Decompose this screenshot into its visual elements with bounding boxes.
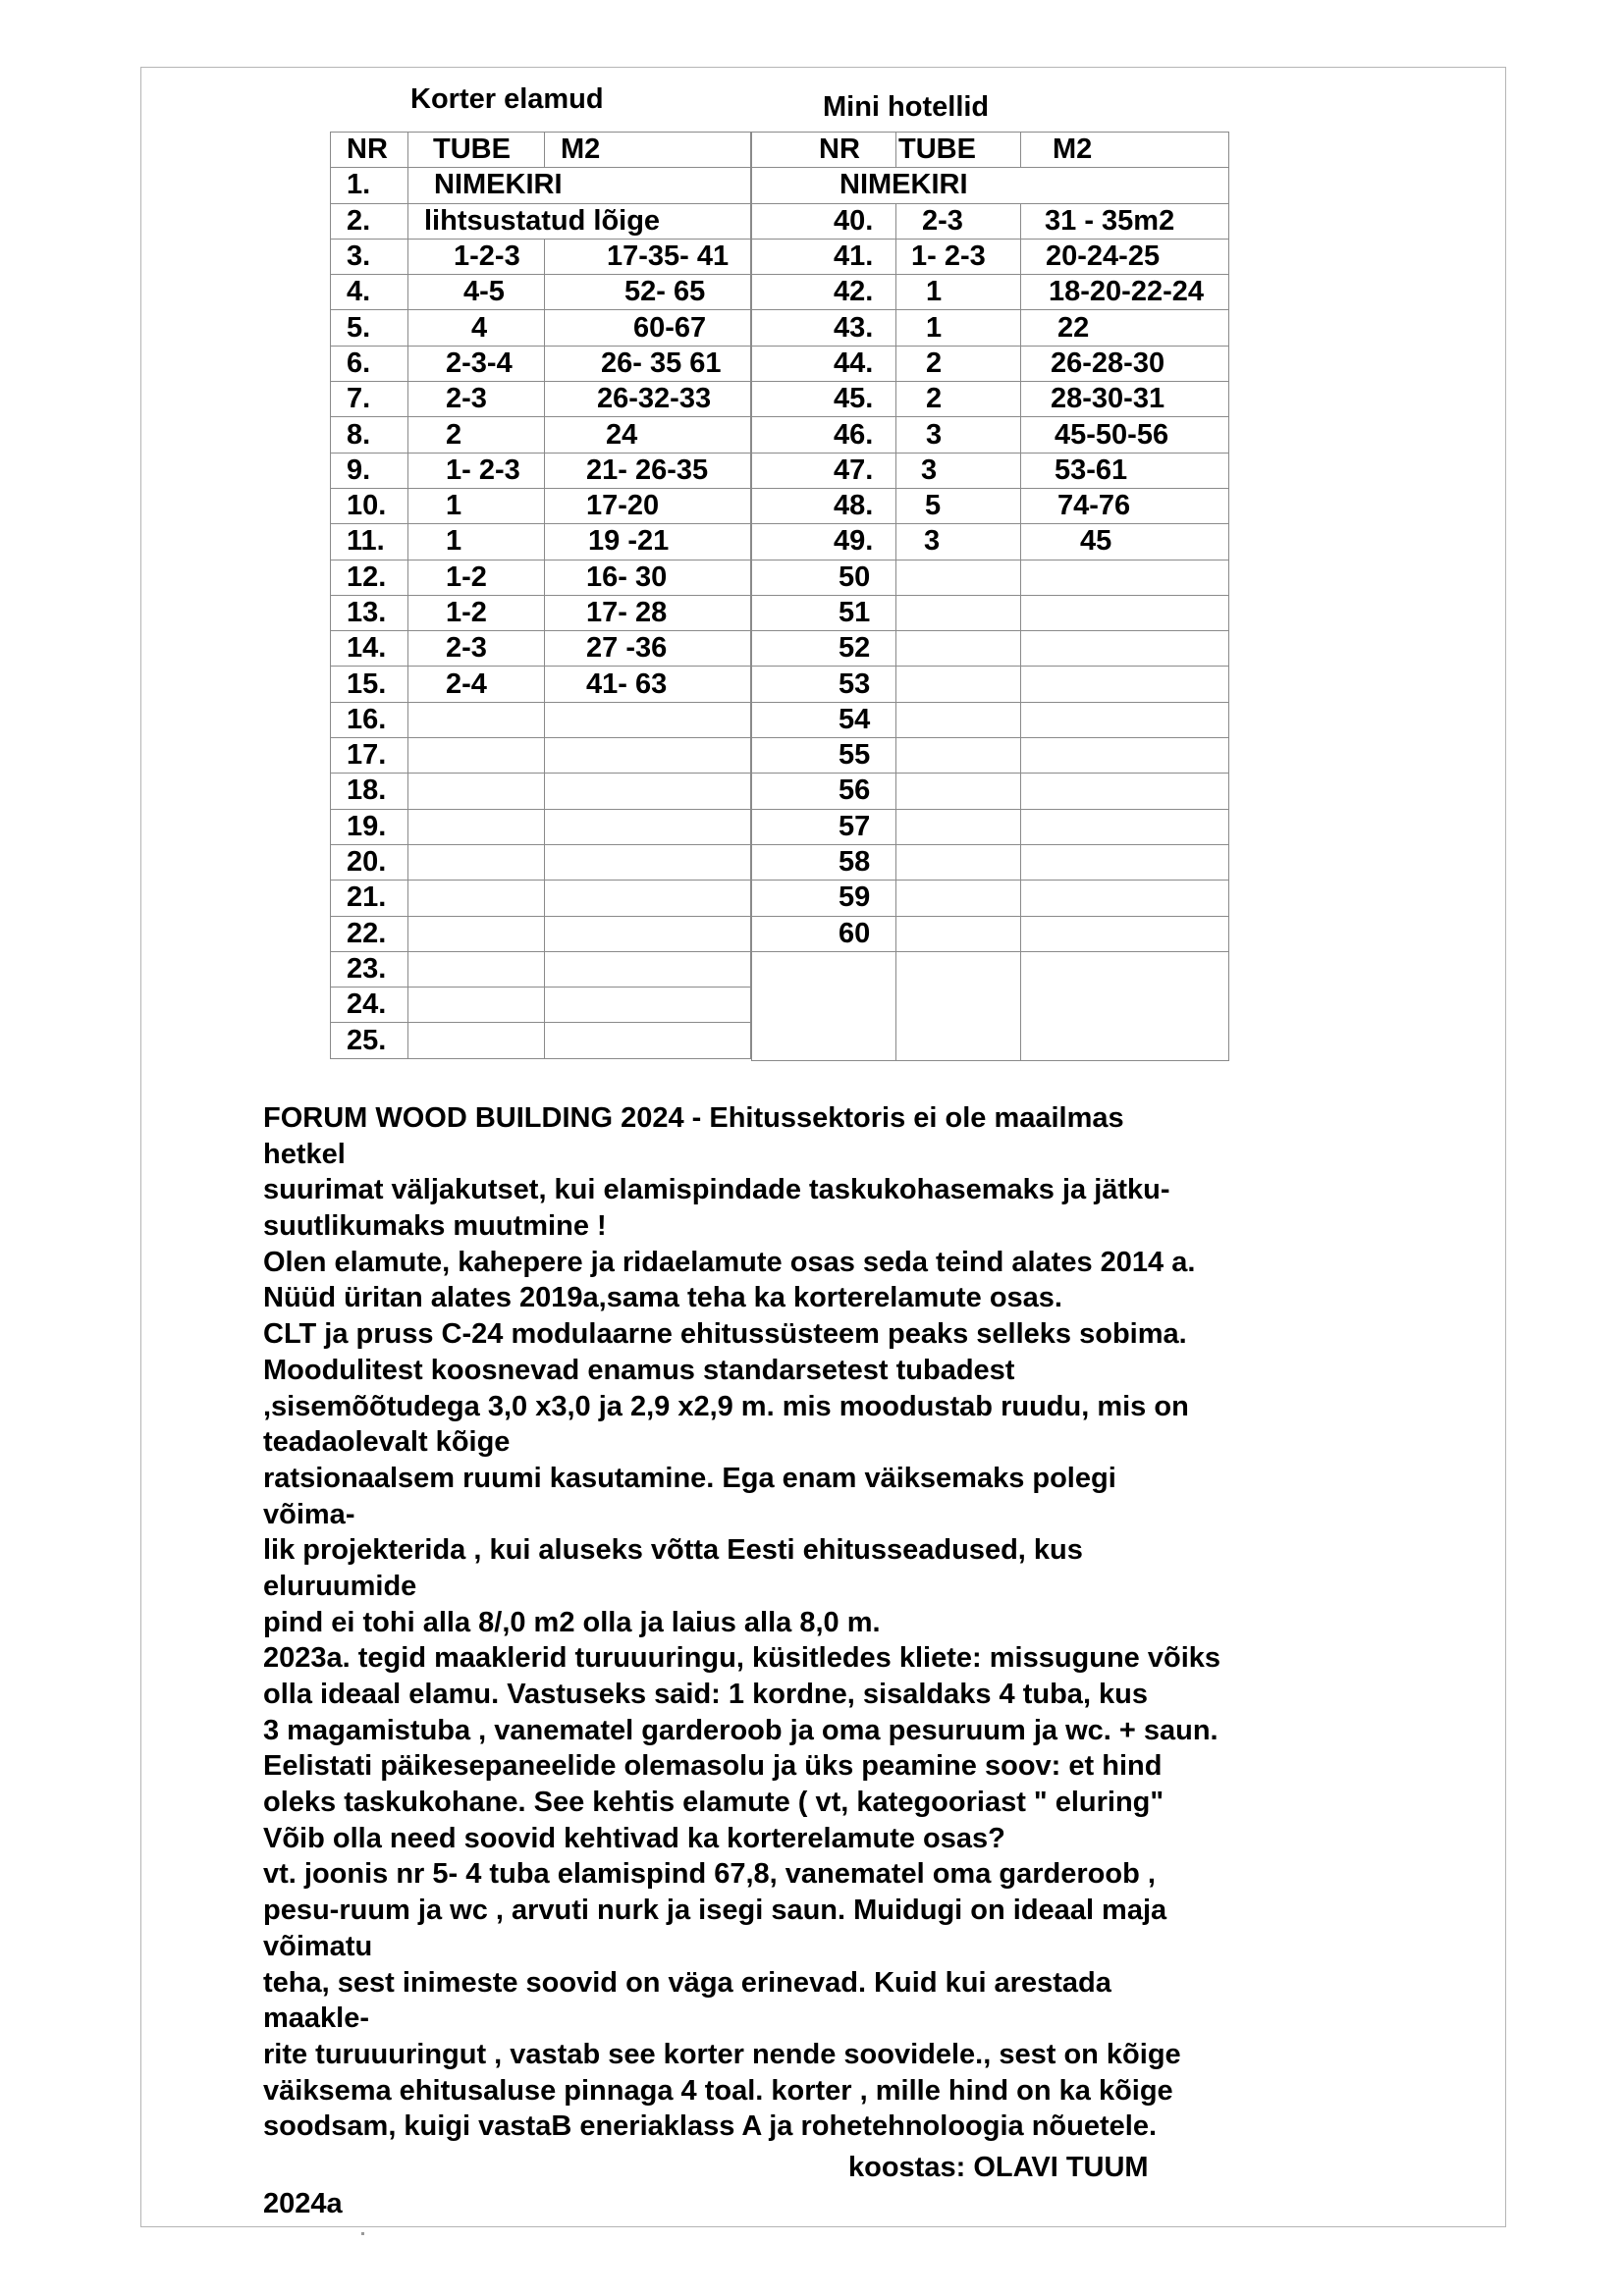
cell-tube: 2 xyxy=(896,346,1021,381)
cell-nr: 54 xyxy=(752,702,896,737)
article-line: Moodulitest koosnevad enamus standarsetest tubadest xyxy=(263,1354,1015,1386)
cell-nr: 21. xyxy=(331,881,408,916)
table-header-row xyxy=(331,133,751,168)
cell-empty xyxy=(1021,951,1229,1060)
year-label: 2024a xyxy=(263,2188,343,2219)
table-row xyxy=(752,702,1229,737)
cell-m2 xyxy=(545,881,751,916)
cell-nr: 53 xyxy=(752,667,896,702)
table-row xyxy=(331,524,751,560)
article-line: hetkel xyxy=(263,1138,346,1170)
table-row xyxy=(752,774,1229,809)
table-row xyxy=(752,844,1229,880)
cell-m2 xyxy=(1021,774,1229,809)
table-row xyxy=(331,417,751,453)
cell-tube: 2-3-4 xyxy=(408,346,545,381)
article-line: FORUM WOOD BUILDING 2024 - Ehitussektoris ei ole maailmas xyxy=(263,1102,1124,1134)
table-row xyxy=(752,382,1229,417)
table-row xyxy=(752,203,1229,239)
article-line: Võib olla need soovid kehtivad ka korterelamute osas? xyxy=(263,1822,1005,1854)
cell-m2: 53-61 xyxy=(1021,453,1229,488)
cell-nr: 44. xyxy=(752,346,896,381)
cell-nr: 51 xyxy=(752,595,896,630)
cell-m2: 28-30-31 xyxy=(1021,382,1229,417)
cell-nr: 12. xyxy=(331,560,408,595)
cell-m2 xyxy=(1021,560,1229,595)
cell-nr: 43. xyxy=(752,310,896,346)
header-nr: NR xyxy=(331,133,408,168)
cell-tube xyxy=(896,702,1021,737)
cell-tube xyxy=(896,774,1021,809)
article-line: CLT ja pruss C-24 modulaarne ehitussüsteem peaks selleks sobima. xyxy=(263,1318,1187,1351)
table-row xyxy=(331,488,751,523)
cell-m2 xyxy=(1021,881,1229,916)
article-line: ratsionaalsem ruumi kasutamine. Ega enam väiksemaks polegi xyxy=(263,1462,1116,1494)
cell-nr: 20. xyxy=(331,844,408,880)
cell-tube: 5 xyxy=(896,488,1021,523)
cell-tube: 1- 2-3 xyxy=(896,239,1021,274)
cell-tube: 1-2 xyxy=(408,560,545,595)
article-line: Nüüd üritan alates 2019a,sama teha ka korterelamute osas. xyxy=(263,1282,1062,1314)
cell-m2 xyxy=(1021,738,1229,774)
article-line: pesu-ruum ja wc , arvuti nurk ja isegi saun. Muidugi on ideaal maja xyxy=(263,1895,1167,1927)
table-row xyxy=(331,667,751,702)
article-line: soodsam, kuigi vastaB eneriaklass A ja rohetehnoloogia nõuetele. xyxy=(263,2110,1158,2143)
table-row xyxy=(331,631,751,667)
article-text xyxy=(263,1100,1373,2145)
cell-tube xyxy=(896,809,1021,844)
cell-merged: NIMEKIRI xyxy=(408,168,751,203)
cell-nr: 59 xyxy=(752,881,896,916)
table-row xyxy=(331,809,751,844)
cell-nr: 52 xyxy=(752,631,896,667)
table-row xyxy=(752,239,1229,274)
cell-tube: 4 xyxy=(408,310,545,346)
cell-tube xyxy=(896,595,1021,630)
article-line: eluruumide xyxy=(263,1570,417,1602)
cell-tube: 1 xyxy=(408,488,545,523)
cell-tube: 2 xyxy=(408,417,545,453)
article-line: olla ideaal elamu. Vastuseks said: 1 kordne, sisaldaks 4 tuba, kus xyxy=(263,1679,1149,1710)
table-row xyxy=(331,881,751,916)
cell-tube xyxy=(896,881,1021,916)
table-row xyxy=(752,488,1229,523)
cell-m2: 18-20-22-24 xyxy=(1021,275,1229,310)
table-row xyxy=(752,346,1229,381)
cell-tube: 1 xyxy=(896,310,1021,346)
cell-m2 xyxy=(1021,667,1229,702)
cell-m2: 74-76 xyxy=(1021,488,1229,523)
cell-m2 xyxy=(545,774,751,809)
cell-nr: 57 xyxy=(752,809,896,844)
cell-m2 xyxy=(545,951,751,987)
cell-m2: 45 xyxy=(1021,524,1229,560)
table-row xyxy=(752,881,1229,916)
table-row xyxy=(331,453,751,488)
cell-tube: 3 xyxy=(896,453,1021,488)
table-row xyxy=(331,595,751,630)
cell-m2: 26-28-30 xyxy=(1021,346,1229,381)
article-line: suurimat väljakutset, kui elamispindade taskukohasemaks ja jätku- xyxy=(263,1174,1170,1206)
table-row xyxy=(752,310,1229,346)
article-line: vt. joonis nr 5- 4 tuba elamispind 67,8, vanematel oma garderoob , xyxy=(263,1858,1156,1891)
cell-m2 xyxy=(545,738,751,774)
cell-tube: 2-4 xyxy=(408,667,545,702)
cell-m2: 60-67 xyxy=(545,310,751,346)
header-m2: M2 xyxy=(545,133,751,168)
cell-tube xyxy=(408,951,545,987)
cell-tube xyxy=(408,988,545,1023)
cell-m2: 41- 63 xyxy=(545,667,751,702)
article-line: Eelistati päikesepaneelide olemasolu ja üks peamine soov: et hind xyxy=(263,1750,1163,1783)
cell-m2 xyxy=(1021,631,1229,667)
table-row xyxy=(331,203,751,239)
cell-nr: 18. xyxy=(331,774,408,809)
table-row xyxy=(752,168,1229,203)
cell-tube: 1- 2-3 xyxy=(408,453,545,488)
signature: koostas: OLAVI TUUM xyxy=(848,2152,1149,2183)
cell-nr: 40. xyxy=(752,203,896,239)
cell-m2 xyxy=(545,809,751,844)
cell-nr: 8. xyxy=(331,417,408,453)
cell-tube xyxy=(896,560,1021,595)
table-row xyxy=(331,275,751,310)
cell-tube xyxy=(408,738,545,774)
cell-nr: 10. xyxy=(331,488,408,523)
cell-m2 xyxy=(1021,595,1229,630)
table-row xyxy=(752,417,1229,453)
article-line: 2023a. tegid maaklerid turuuuringu, küsitledes kliete: missugune võiks xyxy=(263,1642,1221,1675)
cell-m2: 17- 28 xyxy=(545,595,751,630)
cell-nr: 2. xyxy=(331,203,408,239)
table-row xyxy=(752,631,1229,667)
cell-m2 xyxy=(1021,702,1229,737)
cell-nr: 49. xyxy=(752,524,896,560)
cell-nr: 23. xyxy=(331,951,408,987)
article-line: Olen elamute, kahepere ja ridaelamute osas seda teind alates 2014 a. xyxy=(263,1246,1196,1278)
cell-nr: 1. xyxy=(331,168,408,203)
cell-m2: 52- 65 xyxy=(545,275,751,310)
left-table-heading: Korter elamud xyxy=(410,83,604,115)
cell-nr: 56 xyxy=(752,774,896,809)
table-row xyxy=(752,524,1229,560)
cell-tube xyxy=(896,631,1021,667)
cell-nr: 41. xyxy=(752,239,896,274)
cell-tube xyxy=(408,809,545,844)
table-row xyxy=(752,560,1229,595)
cell-nr: 22. xyxy=(331,916,408,951)
cell-nr: 58 xyxy=(752,844,896,880)
right-table xyxy=(751,132,1229,1061)
table-row xyxy=(331,1023,751,1058)
article-line: teha, sest inimeste soovid on väga erinevad. Kuid kui arestada xyxy=(263,1966,1111,1999)
table-row xyxy=(331,310,751,346)
cell-tube: 2-3 xyxy=(408,382,545,417)
cell-m2 xyxy=(1021,809,1229,844)
cell-nr: 24. xyxy=(331,988,408,1023)
cell-nr: 6. xyxy=(331,346,408,381)
cell-m2: 17-35- 41 xyxy=(545,239,751,274)
cell-nr: 16. xyxy=(331,702,408,737)
table-row xyxy=(331,702,751,737)
article-line: pind ei tohi alla 8/,0 m2 olla ja laius alla 8,0 m. xyxy=(263,1606,881,1638)
table-header-row xyxy=(752,133,1229,168)
cell-m2: 19 -21 xyxy=(545,524,751,560)
header-tube: TUBE xyxy=(896,133,1021,168)
header-tube: TUBE xyxy=(408,133,545,168)
table-row xyxy=(752,595,1229,630)
cell-m2 xyxy=(545,844,751,880)
cell-nr: 46. xyxy=(752,417,896,453)
cell-m2 xyxy=(1021,916,1229,951)
cell-m2: 24 xyxy=(545,417,751,453)
article-line: 3 magamistuba , vanematel garderoob ja oma pesuruum ja wc. + saun. xyxy=(263,1714,1218,1746)
right-table-heading: Mini hotellid xyxy=(823,91,990,123)
cell-m2: 31 - 35m2 xyxy=(1021,203,1229,239)
table-row xyxy=(752,275,1229,310)
cell-nr: 11. xyxy=(331,524,408,560)
cell-nr: 15. xyxy=(331,667,408,702)
cell-tube: 2-3 xyxy=(408,631,545,667)
cell-tube: 1-2 xyxy=(408,595,545,630)
cell-m2 xyxy=(545,916,751,951)
cell-m2: 16- 30 xyxy=(545,560,751,595)
cell-m2: 20-24-25 xyxy=(1021,239,1229,274)
cell-nr: 60 xyxy=(752,916,896,951)
cell-merged: lihtsustatud lõige xyxy=(408,203,751,239)
cell-nr: 17. xyxy=(331,738,408,774)
table-row xyxy=(331,239,751,274)
article-line: rite turuuuringut , vastab see korter nende soovidele., sest on kõige xyxy=(263,2038,1181,2070)
cell-tube xyxy=(896,844,1021,880)
cell-nr: 13. xyxy=(331,595,408,630)
page-mark xyxy=(361,2232,364,2235)
cell-empty xyxy=(752,951,896,1060)
table-row xyxy=(752,809,1229,844)
cell-tube xyxy=(408,881,545,916)
table-row xyxy=(331,738,751,774)
cell-m2: 45-50-56 xyxy=(1021,417,1229,453)
cell-tube: 3 xyxy=(896,524,1021,560)
article-line: lik projekterida , kui aluseks võtta Eesti ehitusseadused, kus xyxy=(263,1534,1083,1567)
cell-nr: 4. xyxy=(331,275,408,310)
article-line: võima- xyxy=(263,1498,355,1530)
cell-nr: 3. xyxy=(331,239,408,274)
cell-tube xyxy=(408,702,545,737)
cell-nr: 47. xyxy=(752,453,896,488)
cell-tube xyxy=(408,774,545,809)
table-row xyxy=(331,916,751,951)
cell-m2: 21- 26-35 xyxy=(545,453,751,488)
table-row xyxy=(752,453,1229,488)
cell-tube: 2-3 xyxy=(896,203,1021,239)
cell-nr: 50 xyxy=(752,560,896,595)
cell-tube xyxy=(408,916,545,951)
cell-m2 xyxy=(1021,844,1229,880)
table-row xyxy=(752,916,1229,951)
table-row xyxy=(331,382,751,417)
cell-nr: 42. xyxy=(752,275,896,310)
table-row xyxy=(331,951,751,987)
cell-m2: 26- 35 61 xyxy=(545,346,751,381)
article-line: maakle- xyxy=(263,2002,370,2035)
cell-tube: 1-2-3 xyxy=(408,239,545,274)
cell-nr: 5. xyxy=(331,310,408,346)
article-line: teadaolevalt kõige xyxy=(263,1426,511,1459)
cell-nr: 25. xyxy=(331,1023,408,1058)
article-line: ,sisemõõtudega 3,0 x3,0 ja 2,9 x2,9 m. mis moodustab ruudu, mis on xyxy=(263,1390,1189,1422)
table-filler-row xyxy=(752,951,1229,1060)
article-line: suutlikumaks muutmine ! xyxy=(263,1210,607,1243)
article-line: võimatu xyxy=(263,1930,373,1962)
cell-m2 xyxy=(545,1023,751,1058)
table-row xyxy=(752,738,1229,774)
cell-tube: 1 xyxy=(896,275,1021,310)
cell-m2: 27 -36 xyxy=(545,631,751,667)
cell-tube: 4-5 xyxy=(408,275,545,310)
table-row xyxy=(331,774,751,809)
cell-tube xyxy=(408,1023,545,1058)
cell-merged: NIMEKIRI xyxy=(752,168,1229,203)
cell-tube xyxy=(896,738,1021,774)
cell-m2: 26-32-33 xyxy=(545,382,751,417)
cell-nr: 45. xyxy=(752,382,896,417)
table-row xyxy=(331,988,751,1023)
cell-nr: 19. xyxy=(331,809,408,844)
table-row xyxy=(331,168,751,203)
cell-nr: 14. xyxy=(331,631,408,667)
cell-nr: 55 xyxy=(752,738,896,774)
table-row xyxy=(331,560,751,595)
left-table xyxy=(330,132,751,1059)
cell-nr: 7. xyxy=(331,382,408,417)
cell-tube: 1 xyxy=(408,524,545,560)
cell-nr: 9. xyxy=(331,453,408,488)
article-line: väiksema ehitusaluse pinnaga 4 toal. korter , mille hind on ka kõige xyxy=(263,2074,1173,2107)
cell-m2 xyxy=(545,988,751,1023)
cell-empty xyxy=(896,951,1021,1060)
cell-tube: 2 xyxy=(896,382,1021,417)
cell-m2 xyxy=(545,702,751,737)
cell-nr: 48. xyxy=(752,488,896,523)
cell-tube: 3 xyxy=(896,417,1021,453)
cell-tube xyxy=(408,844,545,880)
table-row xyxy=(331,346,751,381)
cell-tube xyxy=(896,667,1021,702)
header-nr: NR xyxy=(752,133,896,168)
cell-m2: 22 xyxy=(1021,310,1229,346)
cell-tube xyxy=(896,916,1021,951)
table-row xyxy=(331,844,751,880)
header-m2: M2 xyxy=(1021,133,1229,168)
table-row xyxy=(752,667,1229,702)
article-line: oleks taskukohane. See kehtis elamute ( vt, kategooriast " eluring" xyxy=(263,1787,1164,1819)
cell-m2: 17-20 xyxy=(545,488,751,523)
